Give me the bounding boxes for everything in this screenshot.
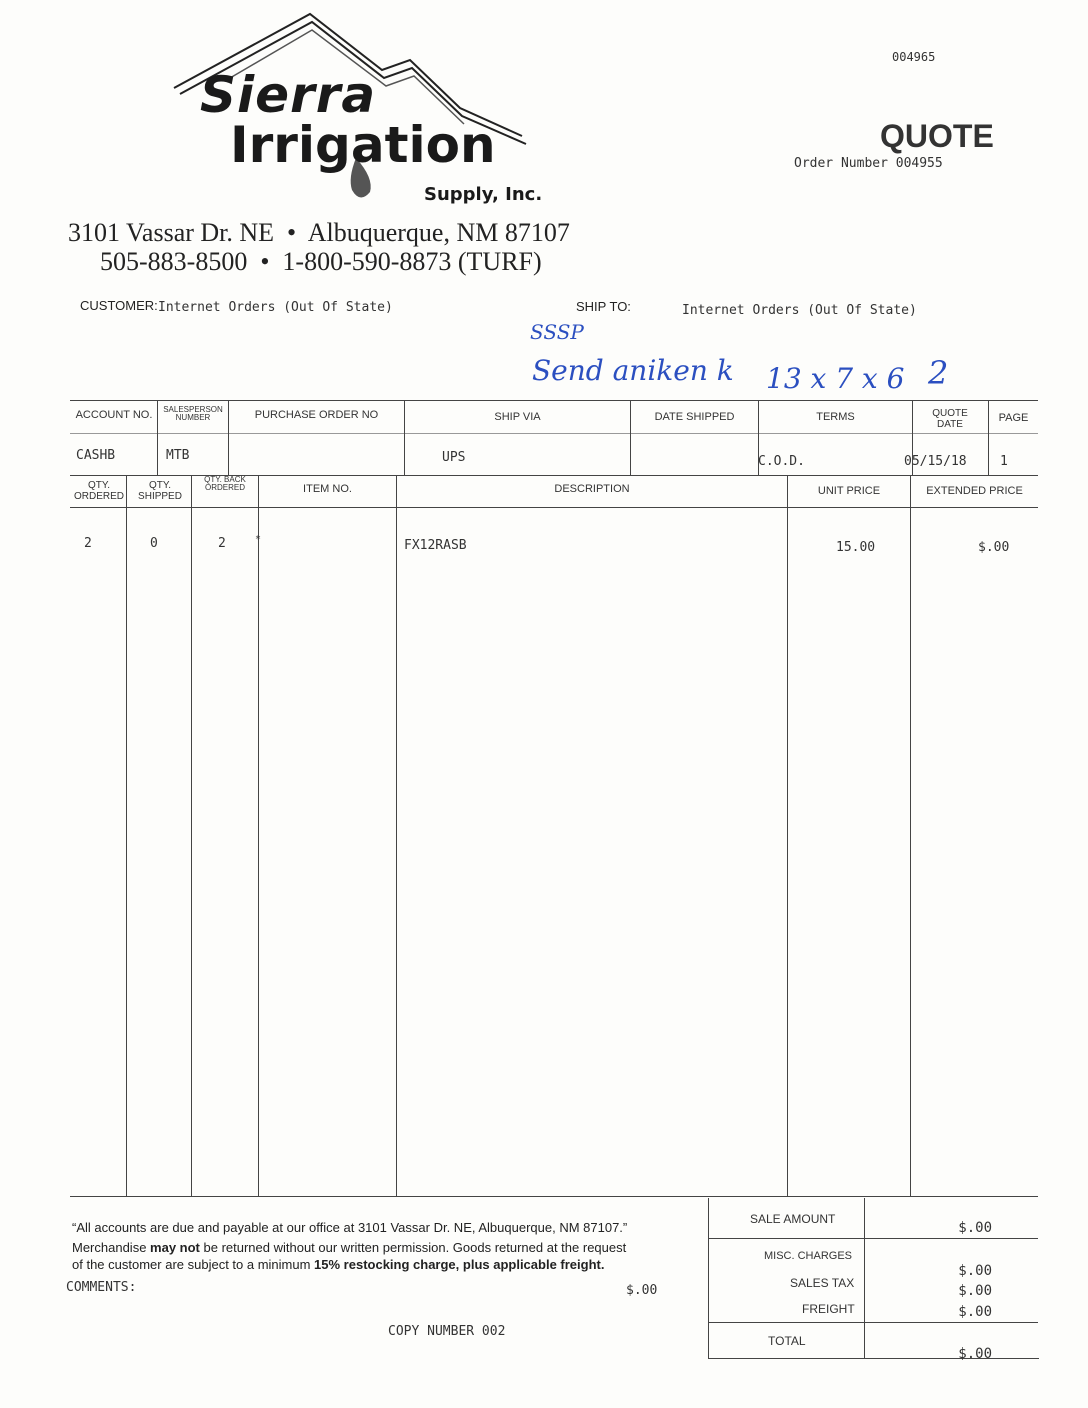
col-qty-ordered: QTY. ORDERED [73, 480, 124, 502]
item-extended-price: $.00 [978, 540, 1010, 555]
company-phones: 505-883-8500 • 1-800-590-8873 (TURF) [100, 247, 542, 276]
restocking-text-a: of the customer are subject to a minimum [72, 1257, 315, 1272]
item-qty-ordered: 2 [84, 536, 92, 551]
terms-value: C.O.D. [758, 454, 805, 469]
col-ship-via: SHIP VIA [494, 411, 541, 423]
misc-charges-value: $.00 [958, 1263, 992, 1279]
col-description: DESCRIPTION [554, 483, 630, 495]
freight-label: FREIGHT [802, 1302, 855, 1316]
account-no-value: CASHB [76, 448, 116, 463]
sales-tax-value: $.00 [958, 1283, 992, 1299]
page-value: 1 [1000, 454, 1008, 469]
order-number: Order Number 004955 [794, 156, 943, 171]
handwritten-note: Send aniken k [532, 354, 734, 387]
comments-amount: $.00 [626, 1283, 658, 1298]
document-type-title: QUOTE [880, 118, 994, 154]
restocking-emphasis: 15% restocking charge, plus applicable freight. [314, 1257, 605, 1272]
return-policy-emphasis: may not [150, 1240, 200, 1255]
comments-label: COMMENTS: [66, 1280, 137, 1295]
logo-name-line3: Supply, Inc. [424, 184, 543, 205]
total-value: $.00 [958, 1346, 992, 1362]
sale-amount-value: $.00 [958, 1220, 992, 1236]
col-purchase-order: PURCHASE ORDER NO [254, 409, 379, 421]
logo-name-line2: Irrigation [230, 116, 496, 174]
company-logo [170, 8, 570, 208]
ship-to-label: SHIP TO: [576, 299, 631, 314]
col-terms: TERMS [816, 411, 855, 423]
restocking-policy-line3 [72, 1257, 604, 1272]
handwritten-quantity: 2 [928, 354, 949, 392]
return-policy-line2 [72, 1240, 626, 1255]
col-qty-shipped: QTY. SHIPPED [138, 480, 182, 502]
customer-label: CUSTOMER: [80, 298, 158, 313]
ship-to-value: Internet Orders (Out Of State) [682, 303, 917, 318]
misc-charges-label: MISC. CHARGES [764, 1250, 853, 1262]
sale-amount-label: SALE AMOUNT [750, 1212, 836, 1226]
document-serial: 004965 [892, 50, 936, 64]
col-unit-price: UNIT PRICE [817, 485, 881, 497]
item-description: FX12RASB [404, 538, 467, 553]
item-qty-back-ordered: 2 [218, 536, 226, 551]
freight-value: $.00 [958, 1304, 992, 1320]
copy-number: COPY NUMBER 002 [388, 1324, 506, 1339]
col-date-shipped: DATE SHIPPED [654, 411, 735, 423]
col-account-no: ACCOUNT NO. [75, 409, 153, 421]
item-marker: * [255, 534, 262, 545]
sales-tax-label: SALES TAX [790, 1276, 855, 1290]
return-policy-text-a: Merchandise [72, 1240, 151, 1255]
company-address: 3101 Vassar Dr. NE • Albuquerque, NM 87107 [68, 218, 570, 247]
quote-date-value: 05/15/18 [904, 454, 967, 469]
total-label: TOTAL [768, 1334, 806, 1348]
customer-value: Internet Orders (Out Of State) [158, 300, 393, 315]
col-salesperson: SALESPERSON NUMBER [163, 405, 223, 422]
col-page: PAGE [998, 412, 1029, 424]
ship-via-value: UPS [442, 450, 466, 465]
return-policy-text-c: be returned without our written permission. Goods returned at the request [199, 1240, 627, 1255]
item-unit-price: 15.00 [836, 540, 876, 555]
logo-name-line1: Sierra [200, 66, 377, 124]
col-item-no: ITEM NO. [303, 483, 352, 495]
col-quote-date: QUOTE DATE [932, 408, 968, 430]
salesperson-value: MTB [166, 448, 190, 463]
handwritten-scribble: SSSP [530, 320, 584, 344]
handwritten-dimensions: 13 x 7 x 6 [766, 362, 905, 395]
col-extended-price: EXTENDED PRICE [926, 485, 1023, 497]
payment-terms-line1: “All accounts are due and payable at our office at 3101 Vassar Dr. NE, Albuquerque, NM 87107.” [72, 1220, 628, 1235]
item-qty-shipped: 0 [150, 536, 158, 551]
col-qty-back-ordered: QTY. BACK ORDERED [204, 475, 246, 492]
